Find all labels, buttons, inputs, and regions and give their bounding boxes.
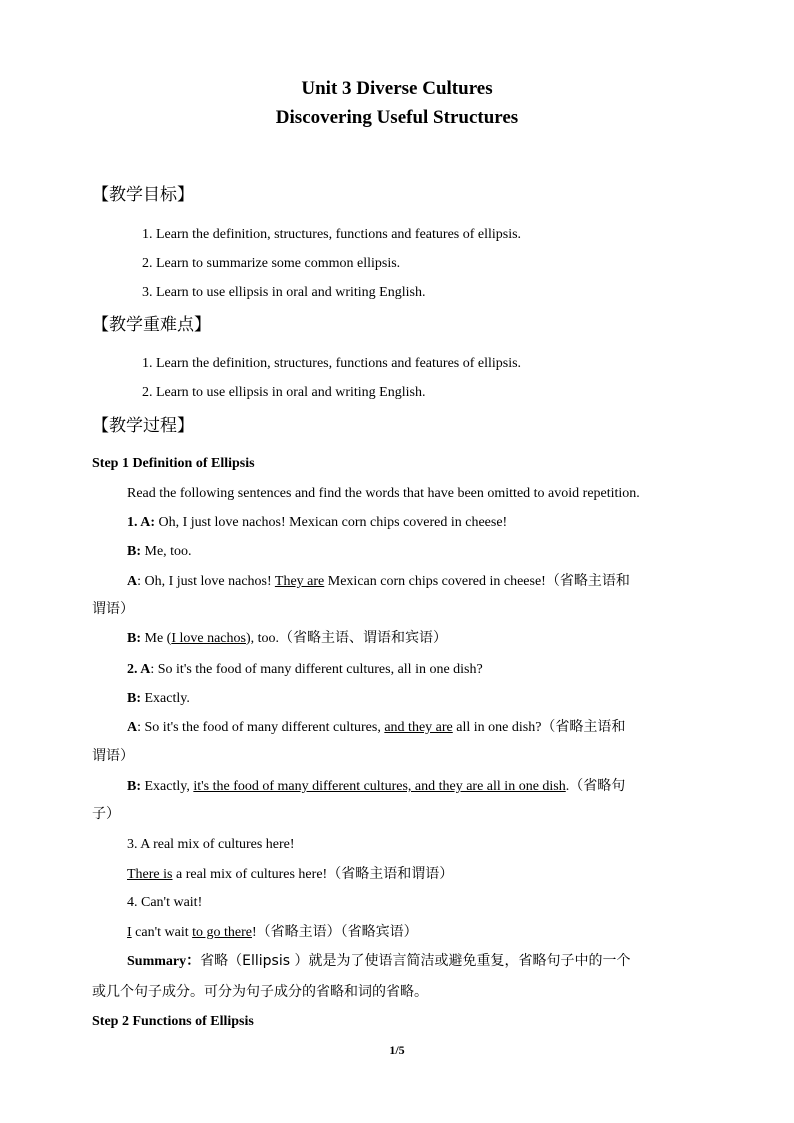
ex3-line: 3. A real mix of cultures here! <box>127 837 295 852</box>
ex2-line-a <box>127 660 483 680</box>
ex1-b2-label: B: <box>127 631 141 646</box>
ex1-line-b2 <box>127 628 447 649</box>
ex2-b2-label: B: <box>127 779 141 794</box>
ex3-full <box>127 864 453 885</box>
ex4-full <box>127 922 418 943</box>
ex2-b-label: B: <box>127 691 141 706</box>
ex2-line-b2 <box>127 776 625 797</box>
ex1-a2-pre: : Oh, I just love nachos! <box>137 574 275 589</box>
ex1-b2-pre: Me ( <box>141 631 172 646</box>
ex3-omitted: There is <box>127 867 173 882</box>
ex2-b2-post: . <box>565 779 570 794</box>
ex2-a-text: : So it's the food of many different cultures, all in one dish? <box>150 662 483 677</box>
ex1-b2-omitted: I love nachos <box>171 631 246 646</box>
ex2-line-a2 <box>127 717 625 738</box>
ex1-a-text: Oh, I just love nachos! Mexican corn chips covered in cheese! <box>155 515 508 530</box>
summary-label: Summary： <box>127 954 201 969</box>
ex2-num: 2. <box>127 662 141 677</box>
ex2-line-b <box>127 689 190 709</box>
step1-heading: Step 1 Definition of Ellipsis <box>92 456 255 471</box>
section-process: 【教学过程】 <box>92 416 194 436</box>
ex2-a2-omitted: and they are <box>384 720 453 735</box>
objective-item: 2. Learn to summarize some common ellipsis. <box>142 256 401 271</box>
ex3-note: （省略主语和谓语） <box>327 866 454 882</box>
key-point-item: 1. Learn the definition, structures, functions and features of ellipsis. <box>142 356 522 371</box>
title-line-2: Discovering Useful Structures <box>275 107 519 128</box>
ex1-a2-note: （省略主语和 <box>545 573 630 589</box>
step2-heading: Step 2 Functions of Ellipsis <box>92 1014 254 1029</box>
summary-text-1: 省略（Ellipsis ）就是为了使语言简洁或避免重复，省略句子中的一个 <box>200 953 631 969</box>
ex4-omitted-object: to go there <box>192 925 252 940</box>
ex1-a2-omitted: They are <box>274 574 325 589</box>
ex3-post: a real mix of cultures here! <box>172 867 328 882</box>
ex2-b2-note-cont: 子） <box>92 806 120 822</box>
ex4-post: ! <box>252 925 257 940</box>
ex1-a2-label: A <box>127 574 138 589</box>
ex2-b2-note: （省略句 <box>569 778 626 794</box>
ex1-a-label: A: <box>140 515 156 530</box>
ex1-line-a2 <box>127 571 630 592</box>
section-objectives: 【教学目标】 <box>92 185 194 205</box>
ex1-line-a <box>127 513 507 533</box>
ex2-b2-pre: Exactly, <box>141 779 194 794</box>
key-point-item: 2. Learn to use ellipsis in oral and writing English. <box>142 385 426 400</box>
title-line-1: Unit 3 Diverse Cultures <box>301 78 493 99</box>
ex1-b2-post: ), too. <box>245 631 280 646</box>
ex1-a2-note-cont: 谓语） <box>92 601 134 617</box>
ex2-a2-label: A <box>127 720 138 735</box>
section-key-points: 【教学重难点】 <box>92 315 211 335</box>
ex2-a2-note: （省略主语和 <box>541 719 626 735</box>
step1-intro: Read the following sentences and find the words that have been omitted to avoid repetition. <box>127 486 640 501</box>
summary-line-2: 或几个句子成分。可分为句子成分的省略和词的省略。 <box>92 984 428 1000</box>
ex4-note: （省略主语）（省略宾语） <box>256 924 418 940</box>
ex1-b-text: Me, too. <box>141 544 192 559</box>
ex2-b2-omitted: it's the food of many different cultures, and they are all in one dish <box>193 779 566 794</box>
ex1-line-b <box>127 542 192 562</box>
ex2-a2-post: all in one dish? <box>452 720 542 735</box>
ex2-a2-note-cont: 谓语） <box>92 748 134 764</box>
ex2-b-text: Exactly. <box>141 691 190 706</box>
ex1-num: 1. <box>127 515 141 530</box>
ex2-a2-pre: : So it's the food of many different cultures, <box>137 720 385 735</box>
ex1-a2-post: Mexican corn chips covered in cheese! <box>324 574 546 589</box>
ex4-omitted-subject: I <box>127 925 132 940</box>
objective-item: 3. Learn to use ellipsis in oral and writing English. <box>142 285 426 300</box>
ex1-b-label: B: <box>127 544 141 559</box>
ex4-mid: can't wait <box>131 925 193 940</box>
objective-item: 1. Learn the definition, structures, functions and features of ellipsis. <box>142 227 522 242</box>
page-number: 1/5 <box>389 1043 405 1057</box>
ex1-b2-note: （省略主语、谓语和宾语） <box>279 630 448 646</box>
ex2-a-label: A <box>140 662 151 677</box>
ex4-line: 4. Can't wait! <box>127 895 203 910</box>
summary-line-1 <box>127 951 630 972</box>
